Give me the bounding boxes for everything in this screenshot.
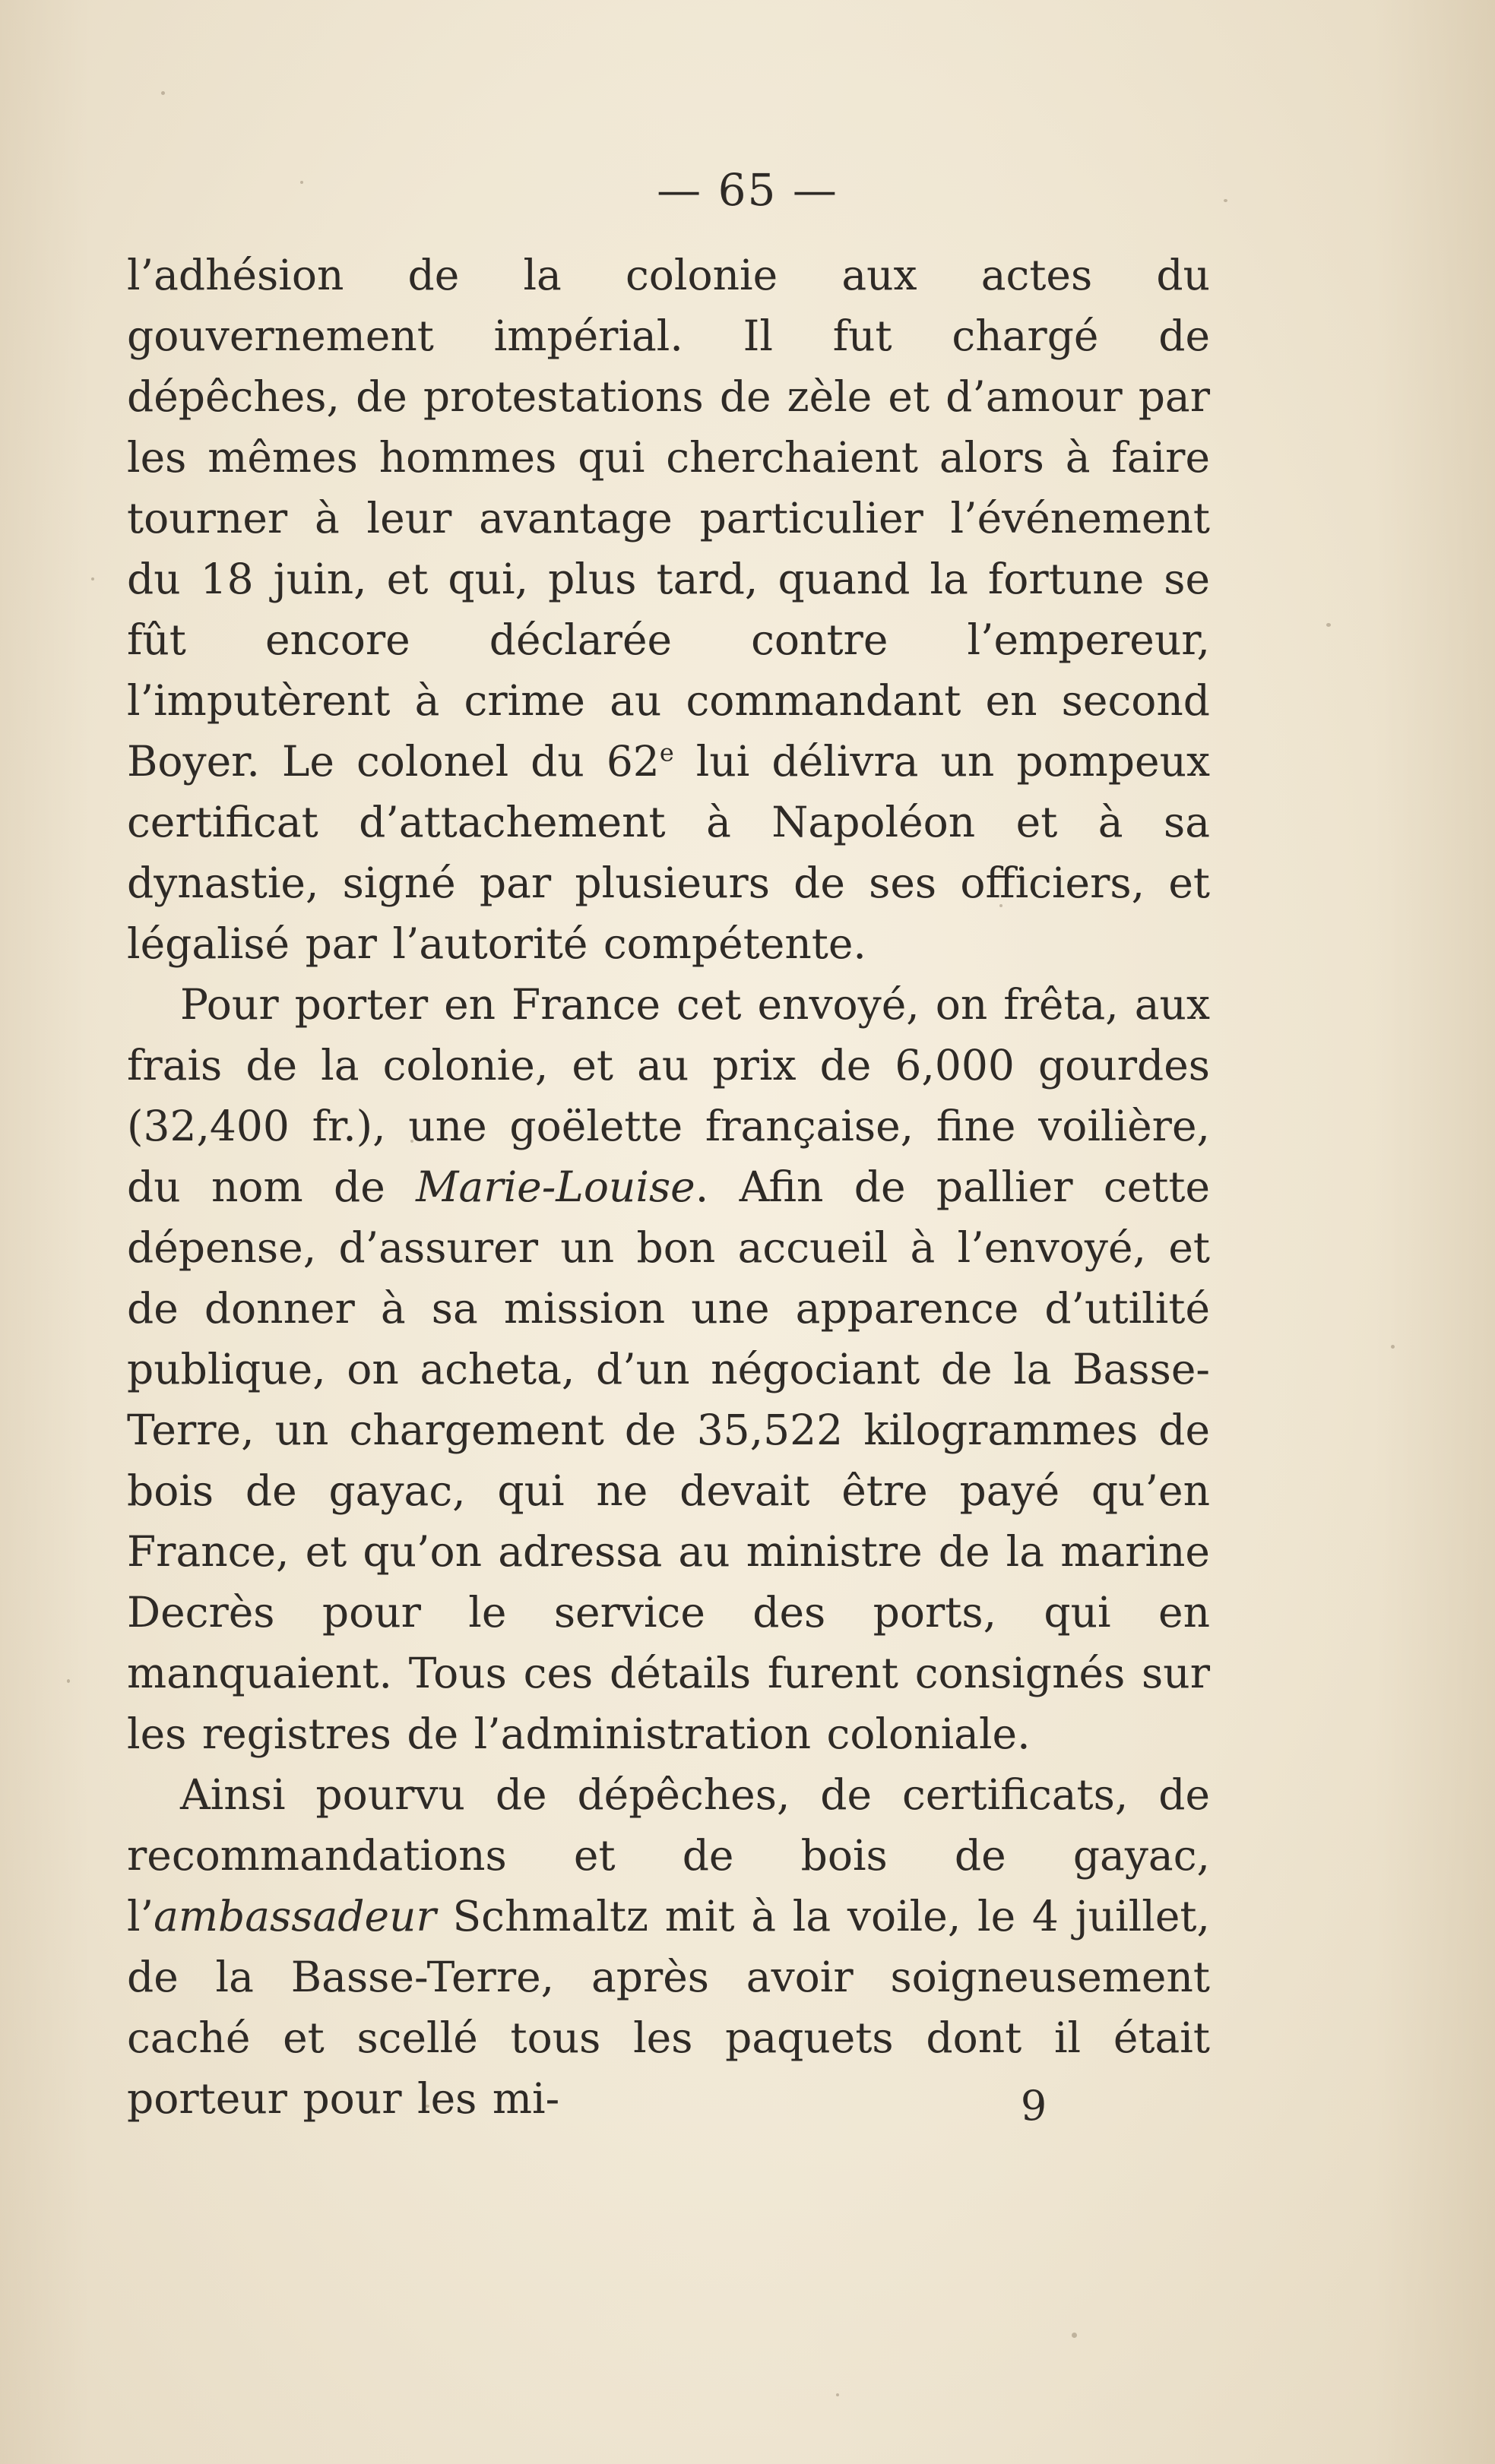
ordinal-superscript: e bbox=[659, 738, 674, 767]
paragraph-1-text: l’adhésion de la colonie aux actes du gouvernement impérial. Il fut chargé de dépêches, de protestations de zèle et d’amour par les mêmes hommes qui cherchaient alors à faire tourner à leur avantage particulier l’événement du 18 juin, et qui, plus tard, quand la fortune se fût encore déclarée contre l’empereur, l’imputèrent à crime au commandant en second Boyer. Le colonel du 62 bbox=[127, 251, 1210, 786]
paper-speck bbox=[1391, 1345, 1395, 1349]
paper-speck bbox=[1326, 623, 1331, 627]
paper-speck bbox=[161, 91, 165, 95]
paper-speck bbox=[1072, 2333, 1077, 2338]
paragraph-1 bbox=[127, 245, 1210, 974]
paper-speck bbox=[836, 2393, 839, 2396]
paragraph-3-text: Ainsi pourvu de dépêches, de certificats, de recommandations et de bois de gayac, l’ bbox=[127, 1770, 1210, 1941]
page-number-header: — 65 — bbox=[657, 164, 838, 216]
ambassador-italic: ambassadeur bbox=[154, 1892, 436, 1941]
page-body bbox=[127, 245, 1210, 2129]
paragraph-3 bbox=[127, 1764, 1210, 2129]
signature-mark: 9 bbox=[1020, 2082, 1047, 2130]
paragraph-3-text-end: Schmaltz mit à la voile, le 4 juillet, de la Basse-Terre, après avoir soigneusement caché et scellé tous les paquets dont il était porteur pour les mi- bbox=[127, 1892, 1210, 2123]
ship-name: Marie-Louise bbox=[416, 1162, 695, 1211]
paragraph-2 bbox=[127, 974, 1210, 1764]
paragraph-2-text-end: . Afin de pallier cette dépense, d’assurer un bon accueil à l’envoyé, et de donner à sa mission une apparence d’utilité publique, on acheta, d’un négociant de la Basse-Terre, un chargement de 35,522 kilogrammes de bois de gayac, qui ne devait être payé qu’en France, et qu’on adressa au ministre de la marine Decrès pour le service des ports, qui en manquaient. Tous ces détails furent consignés sur les registres de l’administration coloniale. bbox=[127, 1162, 1210, 1758]
paragraph-1-text-end: lui délivra un pompeux certificat d’attachement à Napoléon et à sa dynastie, signé par plusieurs de ses officiers, et légalisé par l’autorité compétente. bbox=[127, 737, 1211, 968]
paragraph-2-text: Pour porter en France cet envoyé, on frêta, aux frais de la colonie, et au prix de 6,000 gourdes (32,400 fr.), une goëlette française, fine voilière, du nom de bbox=[127, 980, 1210, 1211]
paper-speck bbox=[91, 577, 94, 580]
paper-speck bbox=[67, 1679, 70, 1683]
